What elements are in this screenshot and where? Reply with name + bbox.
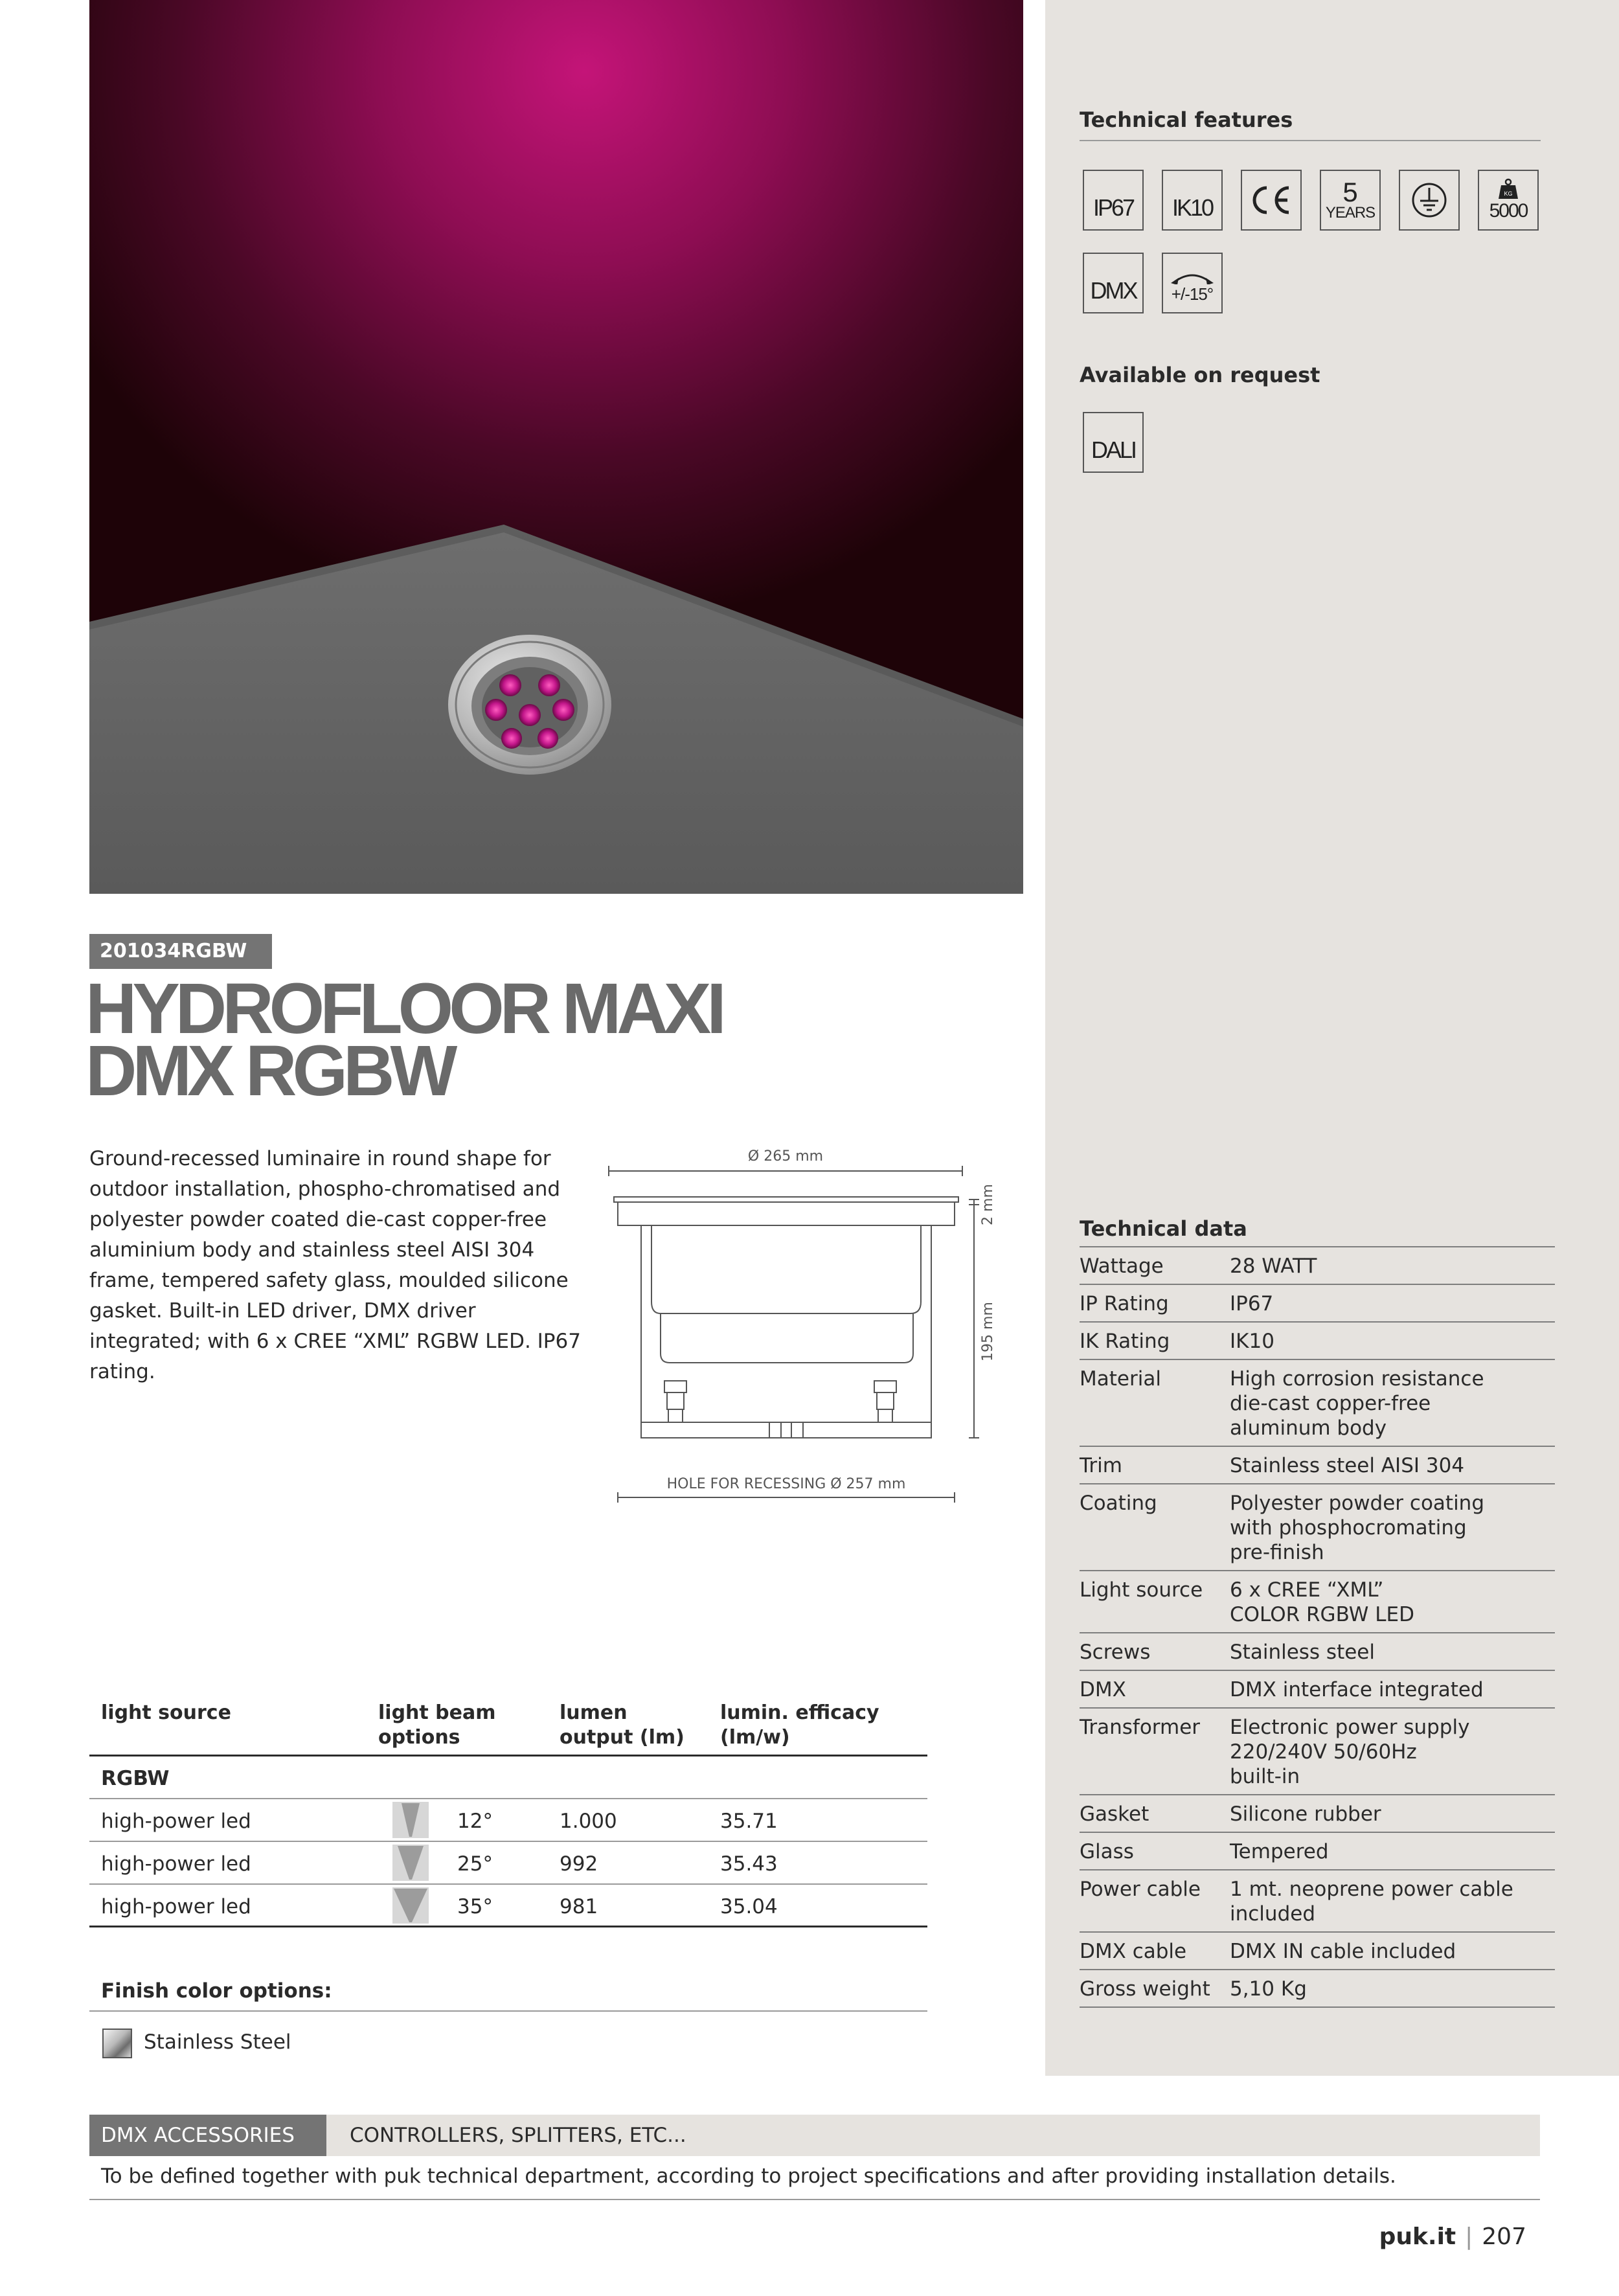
narrow-beam-icon: [392, 1802, 429, 1838]
svg-text:KG: KG: [1504, 190, 1513, 197]
technical-features-title: Technical features: [1080, 108, 1293, 132]
site-link[interactable]: puk.it: [1379, 2223, 1456, 2250]
ce-mark-icon: [1241, 170, 1302, 231]
tech-data-row: [1080, 1359, 1555, 1446]
table-group-row: [89, 1756, 927, 1799]
warranty-5-years-icon: 5 YEARS: [1320, 170, 1381, 231]
wide-beam-icon: [392, 1887, 429, 1924]
tech-data-key: IP Rating: [1080, 1292, 1169, 1315]
medium-beam-icon: [392, 1845, 429, 1881]
tech-data-key: Glass: [1080, 1840, 1134, 1863]
table-row: high-power led 12° 1.000 35.71: [89, 1799, 927, 1842]
tech-data-value: Tempered: [1230, 1840, 1329, 1863]
tech-data-row: [1080, 1321, 1555, 1359]
hole-label: HOLE FOR RECESSING Ø 257 mm: [666, 1476, 906, 1492]
finish-title: Finish color options:: [101, 1979, 332, 2003]
tech-data-row: [1080, 1483, 1555, 1570]
tech-data-key: DMX cable: [1080, 1940, 1187, 1963]
tech-data-row: [1080, 1969, 1555, 2006]
tech-data-row: [1080, 1794, 1555, 1832]
tech-data-value: 6 x CREE “XML” COLOR RGBW LED: [1230, 1578, 1414, 1626]
weight-icon: [1497, 178, 1519, 200]
tech-data-key: Coating: [1080, 1492, 1157, 1515]
tech-data-row: [1080, 1832, 1555, 1869]
technical-data-title: Technical data: [1080, 1216, 1247, 1241]
earth-ground-icon: [1399, 170, 1460, 231]
product-title-line1: HYDROFLOOR MAXI: [85, 969, 722, 1049]
light-source-table: [89, 1697, 927, 1927]
tech-data-row: [1080, 1246, 1555, 1284]
tech-data-value: 1 mt. neoprene power cable included: [1230, 1878, 1513, 1926]
tech-data-value: High corrosion resistance die-cast copper-free aluminum body: [1230, 1367, 1484, 1440]
tech-data-value: Silicone rubber: [1230, 1802, 1381, 1826]
dmx-icon: DMX: [1083, 253, 1144, 313]
load-5000kg-icon: KG 5000: [1478, 170, 1539, 231]
tech-data-key: Screws: [1080, 1641, 1151, 1664]
diameter-label: Ø 265 mm: [747, 1148, 824, 1165]
section-divider: [89, 2199, 1540, 2200]
product-title: [85, 969, 927, 1111]
finish-option-label: Stainless Steel: [144, 2030, 291, 2054]
tech-data-key: Trim: [1080, 1454, 1122, 1477]
accessories-text: To be defined together with puk technical department, according to project specifications and after providing installation details.: [101, 2165, 1396, 2188]
product-code-badge: 201034RGBW: [89, 934, 272, 969]
available-on-request-title: Available on request: [1080, 363, 1320, 387]
table-row: high-power led 25° 992 35.43: [89, 1842, 927, 1885]
group-label: RGBW: [101, 1767, 170, 1790]
tech-data-row: [1080, 1670, 1555, 1707]
header-efficacy: lumin. efficacy (lm/w): [720, 1701, 879, 1749]
tech-data-key: Gross weight: [1080, 1977, 1210, 2001]
ik10-icon: IK10: [1162, 170, 1223, 231]
tech-data-row: [1080, 1570, 1555, 1632]
tech-data-value: 5,10 Kg: [1230, 1977, 1307, 2001]
tech-data-value: DMX IN cable included: [1230, 1940, 1456, 1963]
tech-data-value: IP67: [1230, 1292, 1274, 1315]
tech-data-key: DMX: [1080, 1678, 1126, 1701]
tech-data-row: [1080, 1284, 1555, 1321]
tech-data-key: Wattage: [1080, 1255, 1164, 1278]
ip67-icon: IP67: [1083, 170, 1144, 231]
luminaire-image: [448, 635, 611, 775]
section-divider: [1080, 140, 1541, 141]
tech-data-row: [1080, 1446, 1555, 1483]
tech-data-row: [1080, 1707, 1555, 1794]
technical-data-table: [1080, 1246, 1555, 2008]
tech-data-row: [1080, 1931, 1555, 1969]
accessories-tag: DMX ACCESSORIES: [89, 2115, 326, 2156]
section-divider: [1080, 2006, 1555, 2008]
tech-data-key: IK Rating: [1080, 1330, 1170, 1353]
product-photo: [89, 0, 1023, 894]
tech-data-key: Light source: [1080, 1578, 1203, 1602]
tech-data-key: Material: [1080, 1367, 1161, 1391]
tech-data-value: Stainless steel AISI 304: [1230, 1454, 1465, 1477]
page-footer: [1379, 2223, 1526, 2250]
page-number: 207: [1482, 2223, 1526, 2250]
tilt-angle-icon: +/-15°: [1162, 253, 1223, 313]
table-row: high-power led 35° 981 35.04: [89, 1885, 927, 1927]
section-divider: [89, 2010, 927, 2012]
product-description: Ground-recessed luminaire in round shape for outdoor installation, phospho-chromatised and polyester powder coated die-cast copper-free aluminium body and stainless steel AISI 304 frame, tempered safety glass, moulded silicone gasket. Built-in LED driver, DMX driver integrated; with 6 x CREE “XML” RGBW LED. IP67 rating.: [89, 1147, 581, 1383]
footer-separator: |: [1465, 2223, 1473, 2250]
tech-data-value: Polyester powder coating with phosphocromating pre-finish: [1230, 1492, 1485, 1564]
tech-data-value: DMX interface integrated: [1230, 1678, 1484, 1701]
tech-data-row: [1080, 1869, 1555, 1931]
tech-data-key: Power cable: [1080, 1878, 1201, 1901]
header-lumen: lumen output (lm): [560, 1701, 685, 1749]
header-light-source: light source: [101, 1701, 231, 1724]
tech-data-value: IK10: [1230, 1330, 1274, 1353]
height-label: 195 mm: [980, 1302, 996, 1361]
header-light-beam: light beam options: [378, 1701, 496, 1749]
tech-data-value: Stainless steel: [1230, 1641, 1375, 1664]
frame-thickness-label: 2 mm: [980, 1184, 996, 1225]
tech-data-value: Electronic power supply 220/240V 50/60Hz built-in: [1230, 1716, 1470, 1788]
tech-data-key: Transformer: [1080, 1716, 1201, 1739]
stainless-steel-swatch: [102, 2029, 132, 2058]
tech-data-value: 28 WATT: [1230, 1255, 1317, 1278]
dali-icon: DALI: [1083, 412, 1144, 473]
tech-data-key: Gasket: [1080, 1802, 1149, 1826]
tech-data-row: [1080, 1632, 1555, 1670]
technical-drawing: [596, 1140, 1010, 1518]
product-title-line2: DMX RGBW: [85, 1031, 453, 1111]
table-header: [89, 1697, 927, 1756]
accessories-subtitle: CONTROLLERS, SPLITTERS, ETC...: [350, 2124, 686, 2147]
